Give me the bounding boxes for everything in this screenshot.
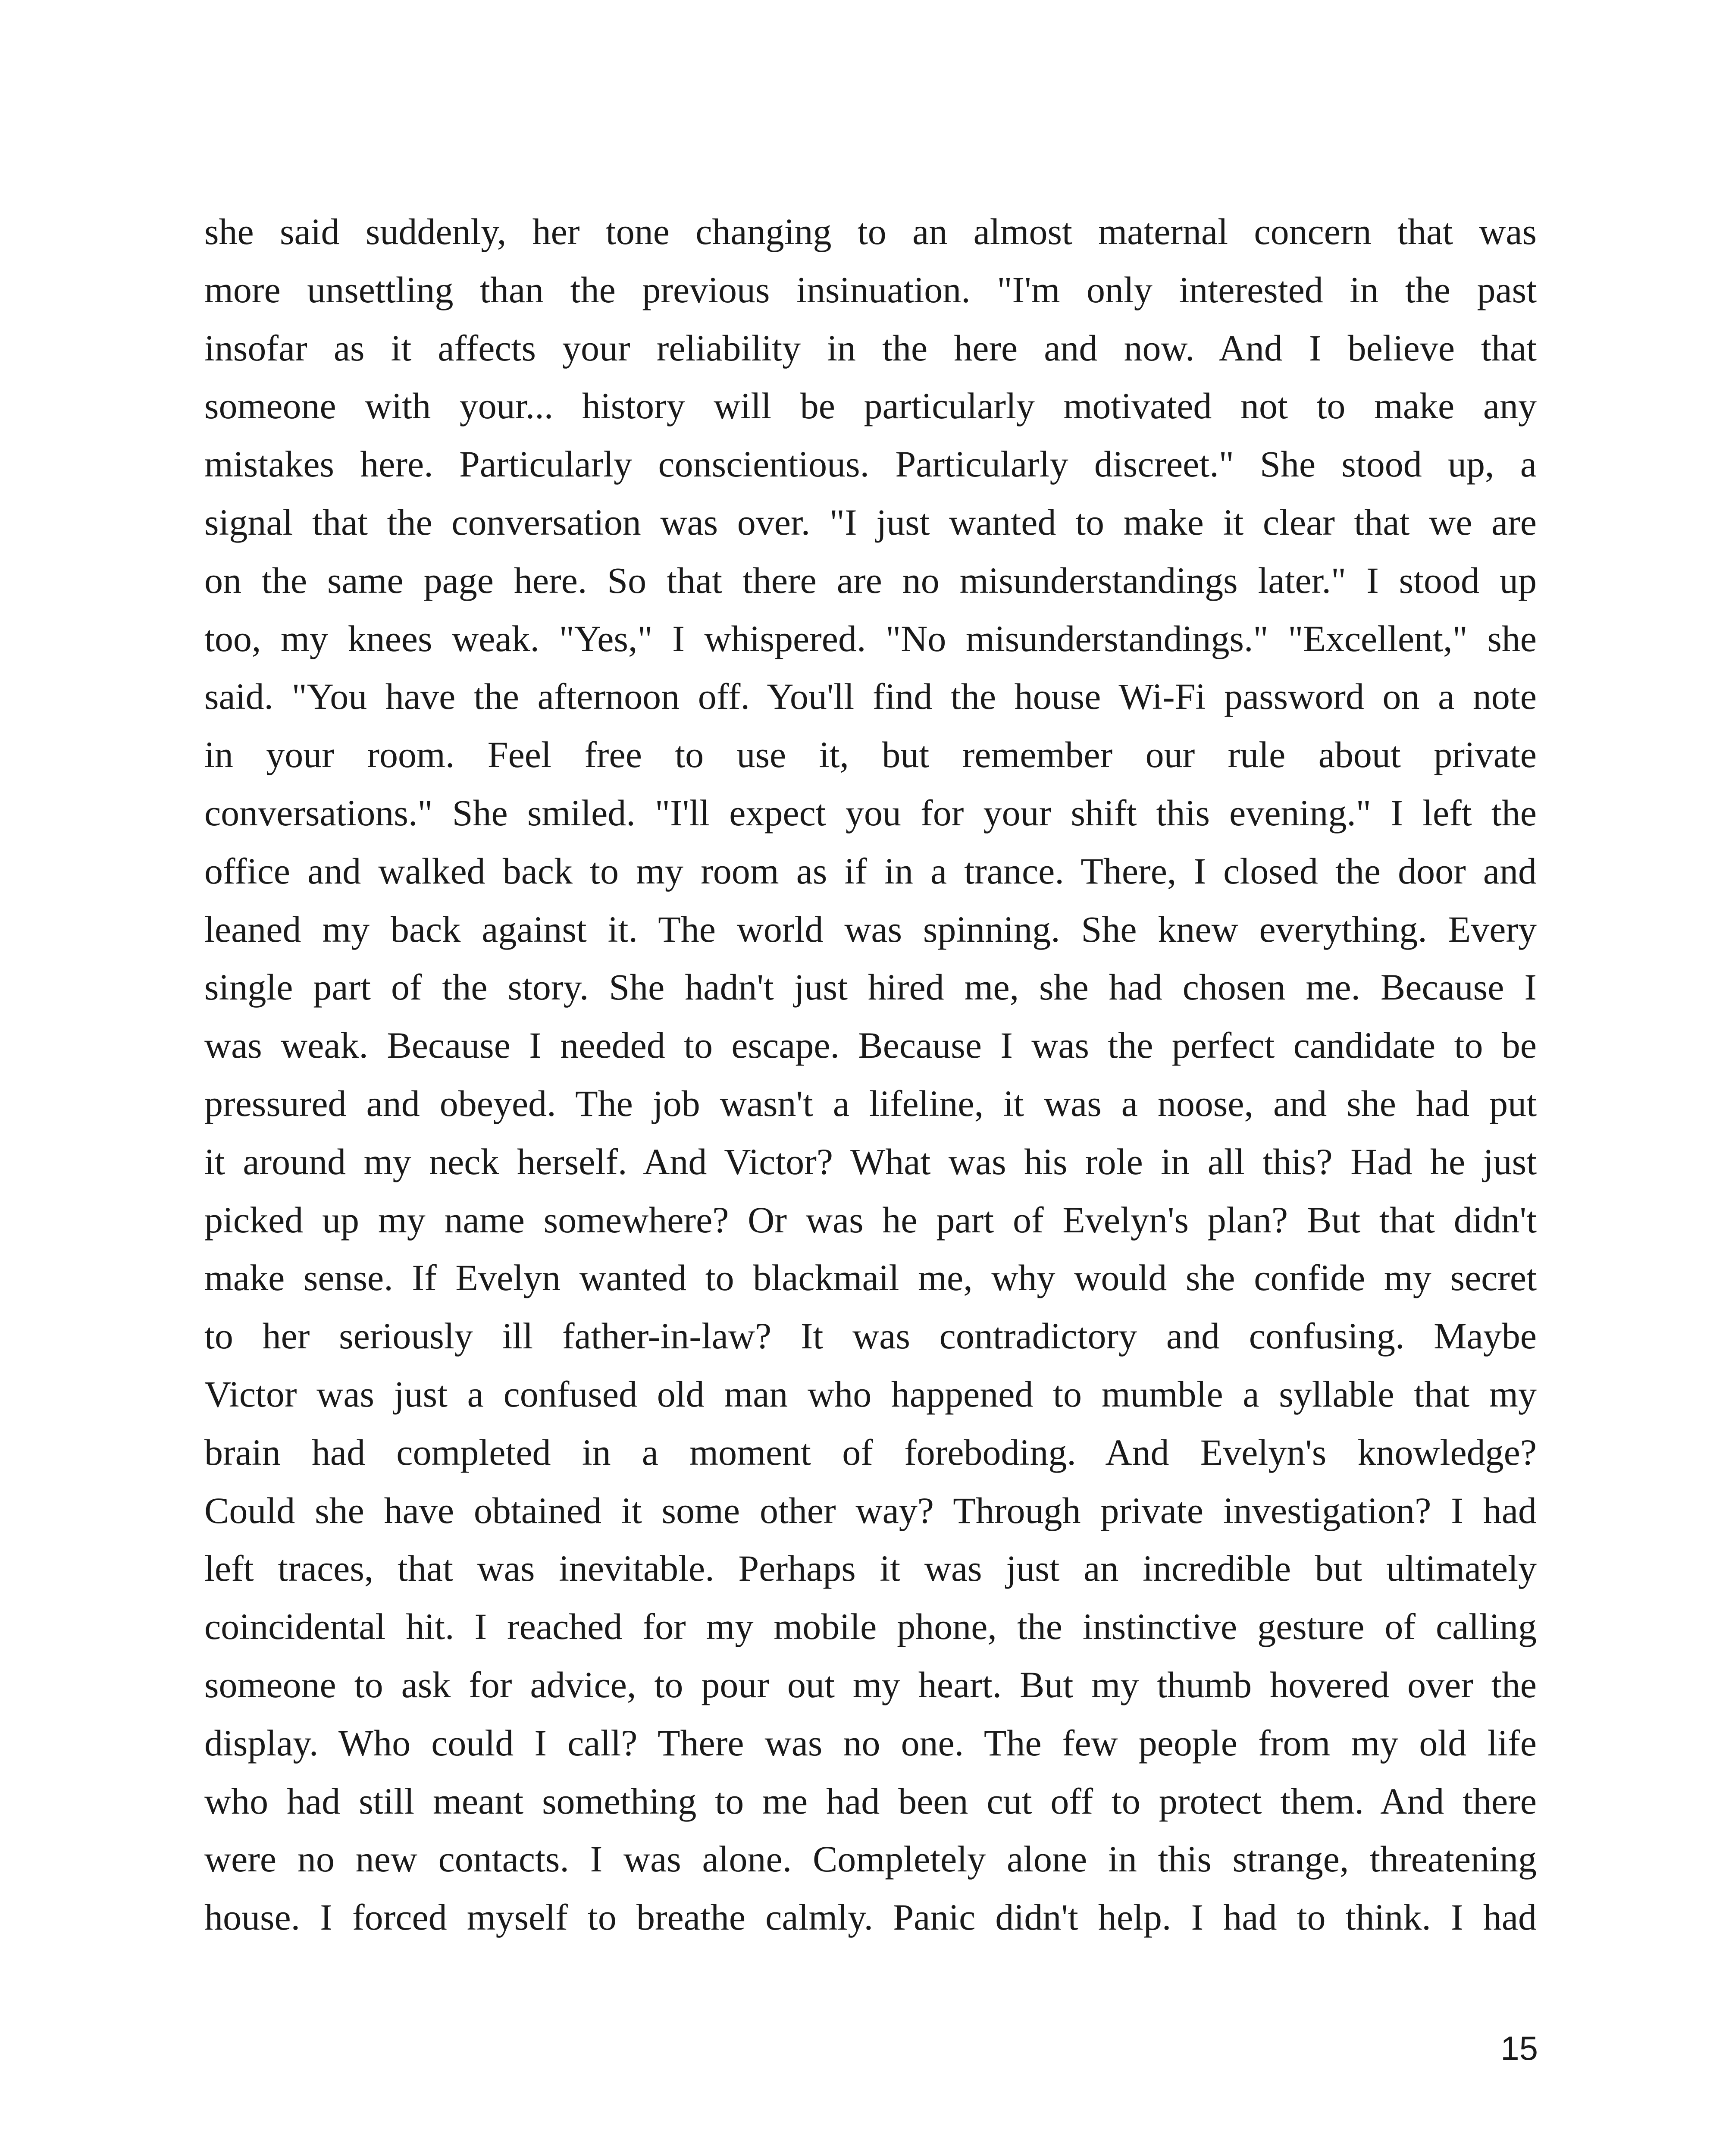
- text-line: on the same page here. So that there are no misunderstandings later." I stood up: [204, 559, 1537, 601]
- text-line: house. I forced myself to breathe calmly. Panic didn't help. I had to think. I had: [204, 1896, 1537, 1938]
- text-line: left traces, that was inevitable. Perhaps it was just an incredible but ultimately: [204, 1548, 1537, 1589]
- text-line: single part of the story. She hadn't just hired me, she had chosen me. Because I: [204, 966, 1537, 1008]
- text-line: someone to ask for advice, to pour out my heart. But my thumb hovered over the: [204, 1664, 1537, 1705]
- text-line: display. Who could I call? There was no one. The few people from my old life: [204, 1722, 1537, 1764]
- text-line: who had still meant something to me had been cut off to protect them. And there: [204, 1780, 1537, 1822]
- page-number: 15: [1500, 2029, 1538, 2067]
- text-line: conversations." She smiled. "I'll expect you for your shift this evening." I left the: [204, 792, 1537, 834]
- text-line: brain had completed in a moment of foreboding. And Evelyn's knowledge?: [204, 1431, 1537, 1473]
- text-line: picked up my name somewhere? Or was he part of Evelyn's plan? But that didn't: [204, 1199, 1537, 1241]
- text-line: Could she have obtained it some other way? Through private investigation? I had: [204, 1489, 1537, 1531]
- text-line: signal that the conversation was over. "I just wanted to make it clear that we are: [204, 501, 1537, 543]
- text-line: coincidental hit. I reached for my mobile phone, the instinctive gesture of calling: [204, 1606, 1537, 1648]
- text-line: pressured and obeyed. The job wasn't a lifeline, it was a noose, and she had put: [204, 1082, 1537, 1124]
- text-line: insofar as it affects your reliability in the here and now. And I believe that: [204, 327, 1537, 369]
- text-line: someone with your... history will be particularly motivated not to make any: [204, 385, 1537, 427]
- text-line: in your room. Feel free to use it, but remember our rule about private: [204, 734, 1537, 776]
- text-line: said. "You have the afternoon off. You'll find the house Wi-Fi password on a note: [204, 676, 1537, 718]
- text-line: leaned my back against it. The world was spinning. She knew everything. Every: [204, 908, 1537, 950]
- text-line: were no new contacts. I was alone. Completely alone in this strange, threatening: [204, 1838, 1537, 1880]
- text-line: office and walked back to my room as if in a trance. There, I closed the door and: [204, 850, 1537, 892]
- text-line: it around my neck herself. And Victor? What was his role in all this? Had he just: [204, 1141, 1537, 1182]
- text-line: she said suddenly, her tone changing to an almost maternal concern that was: [204, 211, 1537, 252]
- body-text: [204, 203, 1537, 1946]
- text-line: mistakes here. Particularly conscientious. Particularly discreet." She stood up, a: [204, 443, 1537, 485]
- text-line: more unsettling than the previous insinuation. "I'm only interested in the past: [204, 269, 1537, 310]
- text-line: too, my knees weak. "Yes," I whispered. "No misunderstandings." "Excellent," she: [204, 617, 1537, 659]
- text-line: make sense. If Evelyn wanted to blackmail me, why would she confide my secret: [204, 1257, 1537, 1299]
- text-line: Victor was just a confused old man who happened to mumble a syllable that my: [204, 1373, 1537, 1415]
- text-line: to her seriously ill father-in-law? It was contradictory and confusing. Maybe: [204, 1315, 1537, 1357]
- text-line: was weak. Because I needed to escape. Because I was the perfect candidate to be: [204, 1025, 1537, 1066]
